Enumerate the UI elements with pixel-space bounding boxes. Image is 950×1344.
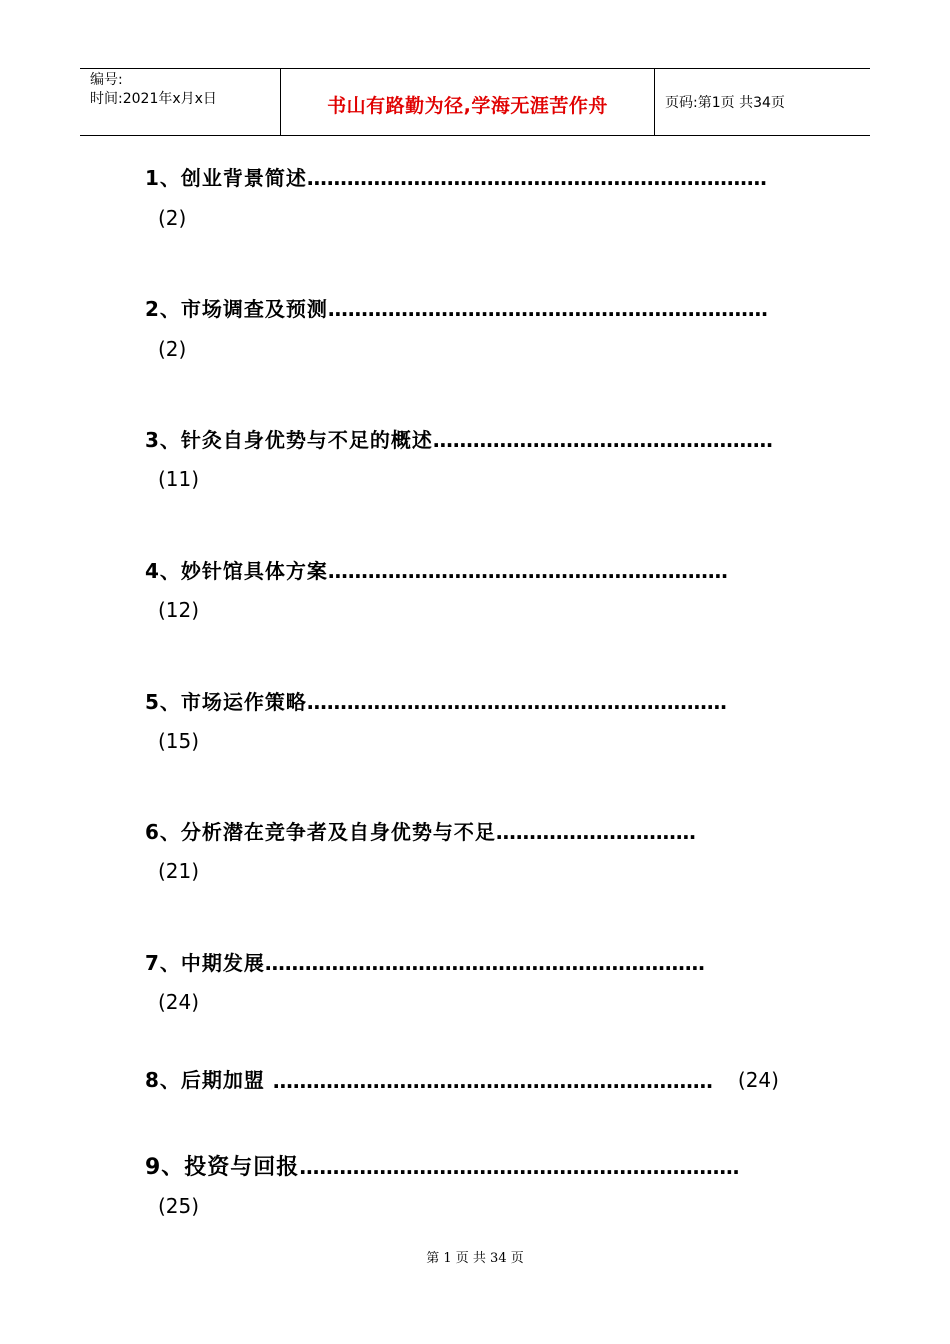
page-footer: 第 1 页 共 34 页 xyxy=(426,1251,524,1266)
toc-entry-3 xyxy=(145,424,815,453)
header-motto: 书山有路勤为径,学海无涯苦作舟 xyxy=(327,95,608,117)
toc-page-7: (24) xyxy=(158,990,200,1014)
header-number-label: 编号: xyxy=(90,72,123,88)
toc-leader: ………………………………………………………… xyxy=(272,1069,713,1093)
toc-entry-4 xyxy=(145,555,815,584)
toc-title: 6、分析潜在竞争者及自身优势与不足 xyxy=(145,820,496,844)
header-time-label: 时间:2021年x月x日 xyxy=(90,91,217,107)
toc-page-4: (12) xyxy=(158,598,200,622)
toc-title: 1、创业背景简述 xyxy=(145,166,307,190)
toc-entry-7 xyxy=(145,947,815,976)
toc-title: 3、针灸自身优势与不足的概述 xyxy=(145,428,433,452)
toc-title: 2、市场调查及预测 xyxy=(145,297,328,321)
header-meta-cell xyxy=(80,69,281,135)
toc-title: 9、投资与回报 xyxy=(145,1155,300,1180)
toc-leader: ………………………… xyxy=(495,820,696,844)
header-page-info: 页码:第1页 共34页 xyxy=(665,95,785,111)
toc-leader: ………………………………………………………… xyxy=(299,1155,740,1179)
toc-leader: …………………………………………………………… xyxy=(306,166,767,190)
toc-entry-1 xyxy=(145,162,815,191)
toc-leader: ………………………………………………………… xyxy=(327,297,768,321)
toc-title: 5、市场运作策略 xyxy=(145,690,307,714)
toc-page-8: (24) xyxy=(737,1068,779,1092)
toc-page-3: (11) xyxy=(158,467,200,491)
toc-entry-6 xyxy=(145,816,815,845)
toc-entry-8 xyxy=(145,1064,815,1093)
toc-page-2: (2) xyxy=(158,337,187,361)
toc-leader: …………………………………………… xyxy=(432,428,773,452)
toc-entry-9 xyxy=(145,1150,815,1181)
toc-entry-5 xyxy=(145,686,815,715)
toc-page-5: (15) xyxy=(158,729,200,753)
toc-leader: ……………………………………………………… xyxy=(306,690,727,714)
toc-page-9: (25) xyxy=(158,1194,200,1218)
toc-leader: …………………………………………………… xyxy=(327,559,728,583)
page-header xyxy=(80,68,870,136)
toc-leader: ………………………………………………………… xyxy=(264,951,705,975)
toc-page-6: (21) xyxy=(158,859,200,883)
toc-page-1: (2) xyxy=(158,206,187,230)
toc-title: 7、中期发展 xyxy=(145,951,265,975)
toc-title: 4、妙针馆具体方案 xyxy=(145,559,328,583)
toc-entry-2 xyxy=(145,293,815,322)
header-motto-cell xyxy=(281,69,655,135)
toc-title: 8、后期加盟 xyxy=(145,1068,273,1092)
